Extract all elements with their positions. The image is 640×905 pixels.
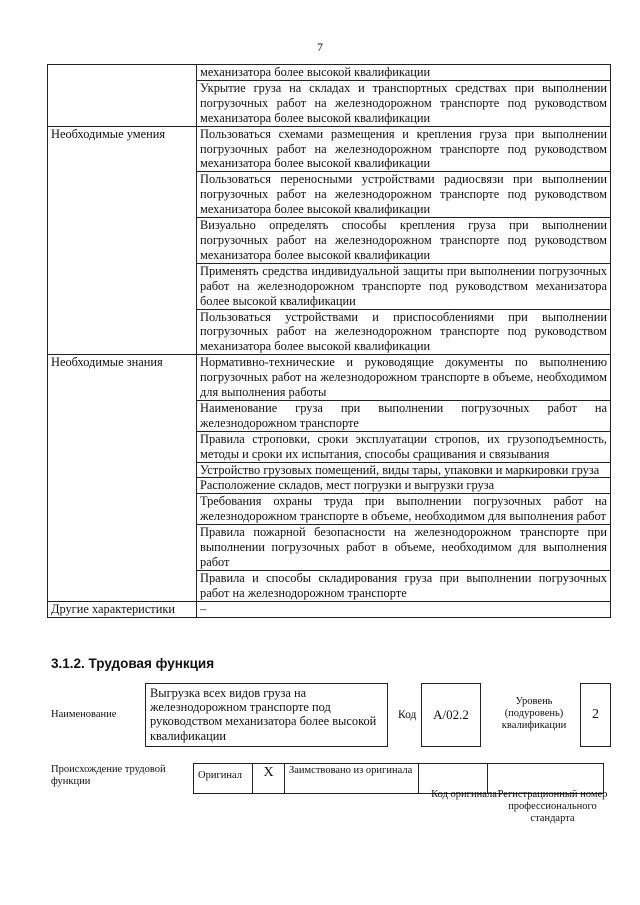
original-label: Оригинал	[194, 764, 253, 794]
row-item: Правила строповки, сроки эксплуатации стропов, их грузоподъемность, методы и сроки их испытания, способы сращивания и связывания	[197, 431, 611, 462]
row-label	[48, 65, 197, 127]
row-label: Необходимые умения	[48, 126, 197, 355]
row-item: Укрытие груза на складах и транспортных средствах при выполнении погрузочных работ на железнодорожном транспорте под руководством механизатора более высокой квалификации	[197, 80, 611, 126]
section-title: 3.1.2. Трудовая функция	[51, 656, 215, 671]
row-item: Применять средства индивидуальной защиты при выполнении погрузочных работ на железнодорожном транспорте под руководством механизатора более высокой квалификации	[197, 263, 611, 309]
function-code-value: А/02.2	[421, 683, 481, 747]
table-row	[48, 126, 611, 172]
row-item: Визуально определять способы крепления груза при выполнении погрузочных работ на железнодорожном транспорте под руководством механизатора более высокой квалификации	[197, 218, 611, 264]
reg-number-caption: Регистрационный номер профессионального стандарта	[497, 789, 608, 824]
row-item: Правила и способы складирования груза при выполнении погрузочных работ на железнодорожном транспорте	[197, 570, 611, 601]
row-item: Расположение складов, мест погрузки и выгрузки груза	[197, 478, 611, 494]
name-label: Наименование	[51, 709, 117, 720]
original-mark: X	[253, 764, 285, 794]
row-item: Устройство грузовых помещений, виды тары, упаковки и маркировки груза	[197, 462, 611, 478]
row-item: Пользоваться схемами размещения и крепления груза при выполнении погрузочных работ на железнодорожном транспорте под руководством механизатора более высокой квалификации	[197, 126, 611, 172]
row-item: Требования охраны труда при выполнении погрузочных работ на железнодорожном транспорте в объеме, необходимом для выполнения работ	[197, 494, 611, 525]
level-label: Уровень (подуровень) квалификации	[501, 696, 567, 731]
table-row	[48, 355, 611, 401]
table-row	[48, 65, 611, 81]
row-item: –	[197, 601, 611, 617]
code-label: Код	[398, 709, 417, 721]
function-name-value: Выгрузка всех видов груза на железнодорожном транспорте под руководством механизатора более высокой квалификации	[145, 683, 388, 747]
origin-label: Происхождение трудовой функции	[51, 764, 166, 787]
row-item: механизатора более высокой квалификации	[197, 65, 611, 81]
table-row	[48, 601, 611, 617]
row-item: Пользоваться переносными устройствами радиосвязи при выполнении погрузочных работ на железнодорожном транспорте под руководством механизатора более высокой квалификации	[197, 172, 611, 218]
borrowed-label: Заимствовано из оригинала	[285, 764, 419, 794]
row-item: Нормативно-технические и руководящие документы по выполнению погрузочных работ на железнодорожном транспорте в объеме, необходимом для выполнения работы	[197, 355, 611, 401]
original-code-caption: Код оригинала	[431, 789, 497, 800]
competency-table	[47, 64, 611, 618]
page-number: 7	[317, 40, 323, 54]
row-label: Необходимые знания	[48, 355, 197, 602]
row-item: Правила пожарной безопасности на железнодорожном транспорте при выполнении погрузочных работ в объеме, необходимом для выполнения работ	[197, 525, 611, 571]
row-item: Пользоваться устройствами и приспособлениями при выполнении погрузочных работ на железнодорожном транспорте под руководством механизатора более высокой квалификации	[197, 309, 611, 355]
row-item: Наименование груза при выполнении погрузочных работ на железнодорожном транспорте	[197, 400, 611, 431]
row-label: Другие характеристики	[48, 601, 197, 617]
level-value: 2	[580, 683, 611, 747]
